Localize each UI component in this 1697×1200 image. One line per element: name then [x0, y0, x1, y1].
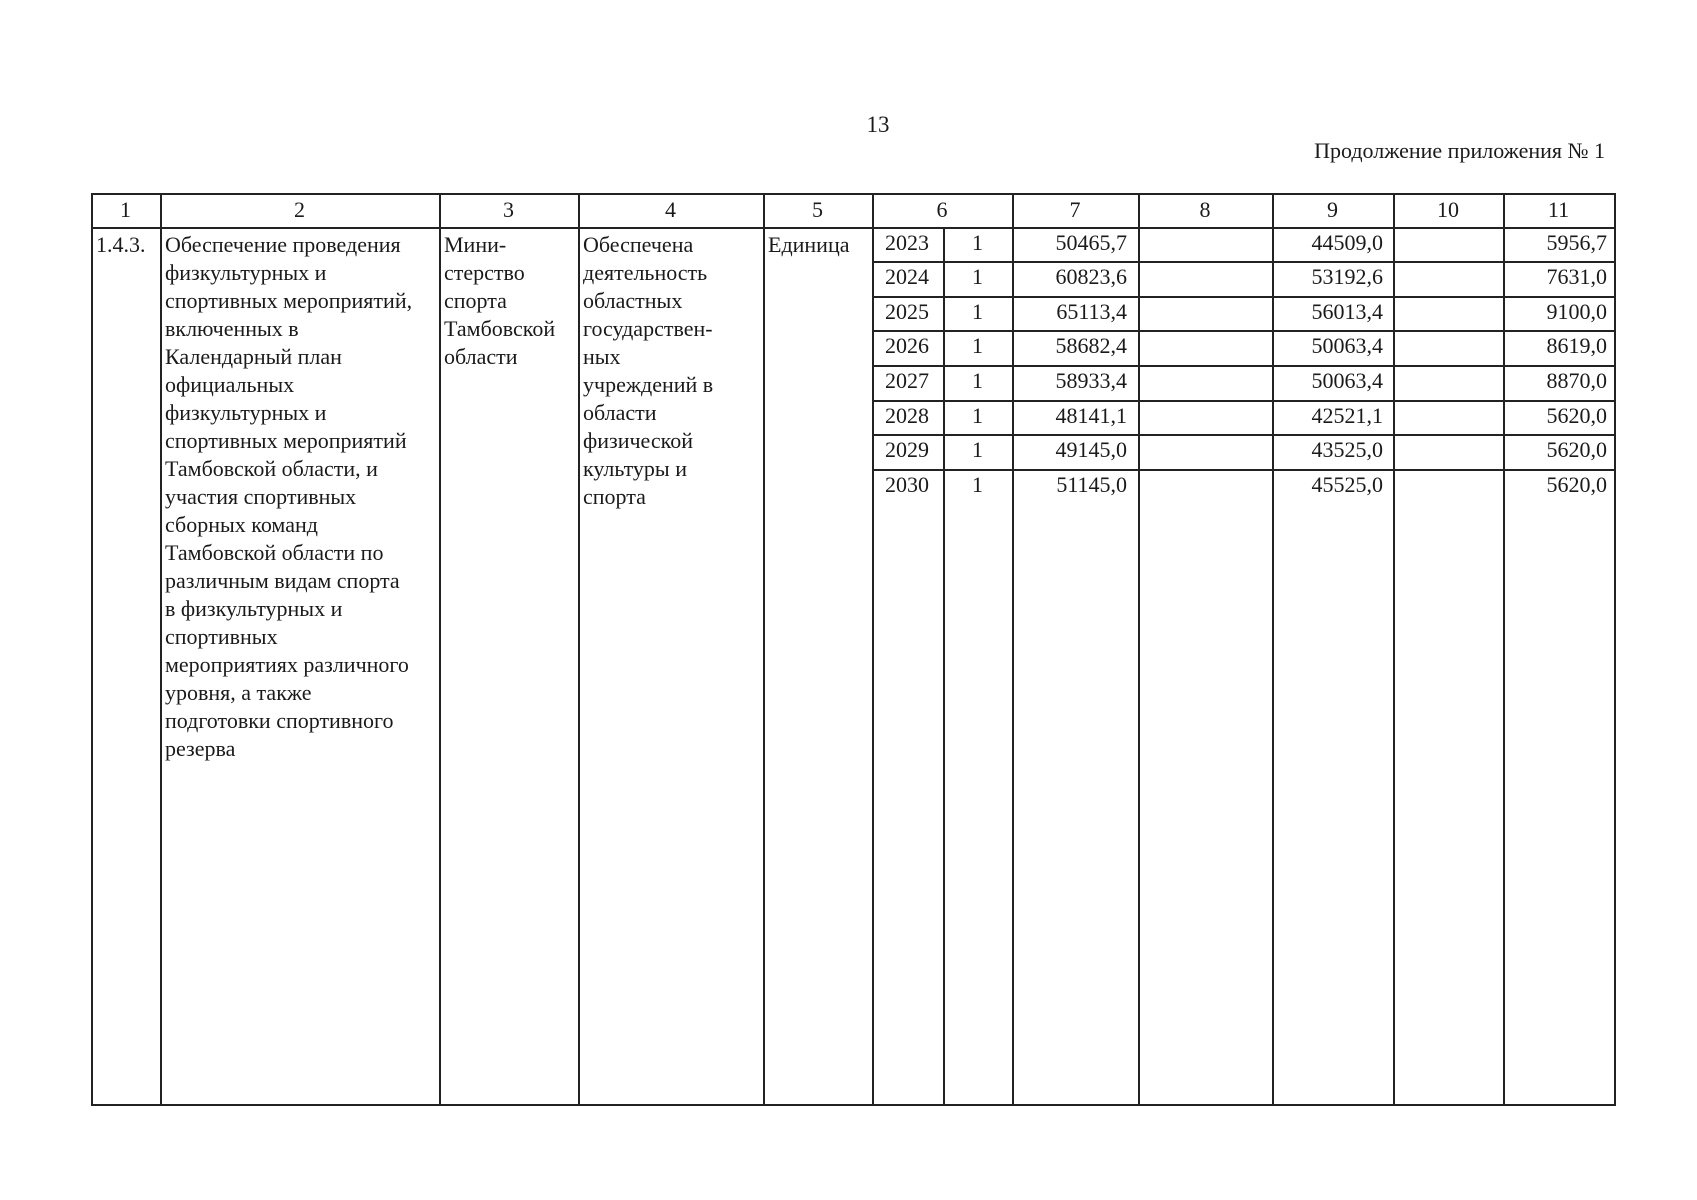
- header-cell: 2: [294, 197, 305, 222]
- col11-cell: 5620,0: [1546, 472, 1607, 497]
- count-cell: 1: [972, 333, 983, 358]
- data-table: [91, 193, 1616, 1106]
- total-cell: 50465,7: [1055, 230, 1127, 255]
- row-executor: Мини- стерство спорта Тамбовской области: [444, 232, 556, 369]
- year-cell: 2024: [885, 264, 929, 289]
- count-cell: 1: [972, 403, 983, 428]
- col11-cell: 5620,0: [1546, 437, 1607, 462]
- total-cell: 51145,0: [1056, 472, 1127, 497]
- column-divider: [91, 193, 93, 1106]
- col9-cell: 44509,0: [1311, 230, 1383, 255]
- header-cell: 6: [936, 197, 948, 222]
- row-result: Обеспечена деятельность областных государствен- ных учреждений в области физической культуры и спорта: [583, 232, 714, 509]
- col11-cell: 7631,0: [1546, 264, 1607, 289]
- header-cell: 10: [1437, 197, 1459, 222]
- header-cell: 5: [812, 197, 823, 222]
- header-cell: 7: [1069, 197, 1081, 222]
- count-cell: 1: [972, 230, 983, 255]
- year-cell: 2027: [885, 368, 929, 393]
- column-divider: [160, 193, 162, 1106]
- year-cell: 2029: [885, 437, 929, 462]
- header-cell: 1: [120, 197, 131, 222]
- row-unit: Единица: [768, 232, 850, 257]
- col9-cell: 50063,4: [1311, 333, 1383, 358]
- column-divider: [578, 193, 580, 1106]
- col9-cell: 56013,4: [1311, 299, 1383, 324]
- column-divider: [439, 193, 441, 1106]
- year-cell: 2028: [885, 403, 929, 428]
- total-cell: 60823,6: [1055, 264, 1127, 289]
- total-cell: 65113,4: [1056, 299, 1127, 324]
- col11-cell: 8870,0: [1546, 368, 1607, 393]
- year-cell: 2023: [885, 230, 929, 255]
- continuation-label: Продолжение приложения № 1: [1314, 138, 1605, 163]
- col11-cell: 9100,0: [1546, 299, 1607, 324]
- header-cell: 11: [1547, 197, 1570, 222]
- year-cell: 2026: [885, 333, 929, 358]
- header-cell: 3: [503, 197, 514, 222]
- column-divider: [763, 193, 765, 1106]
- col9-cell: 45525,0: [1311, 472, 1383, 497]
- count-cell: 1: [972, 437, 983, 462]
- total-cell: 58682,4: [1055, 333, 1127, 358]
- row-code: 1.4.3.: [96, 232, 146, 257]
- row-description: Обеспечение проведения физкультурных и спортивных мероприятий, включенных в Календарный план официальных физкультурных и спортивных мероприятий Тамбовской области, и участия спортивных сборных команд Тамбовской области по различным видам спорта в физкультурных и спортивных мероприятиях различного уровня, а также подготовки спортивного резерва: [165, 232, 413, 761]
- col9-cell: 43525,0: [1311, 437, 1383, 462]
- year-cell: 2030: [885, 472, 929, 497]
- col11-cell: 5620,0: [1546, 403, 1607, 428]
- col9-cell: 53192,6: [1311, 264, 1383, 289]
- table-bottom-border: [91, 1104, 1616, 1106]
- total-cell: 49145,0: [1055, 437, 1127, 462]
- total-cell: 58933,4: [1055, 368, 1127, 393]
- col11-cell: 5956,7: [1546, 230, 1607, 255]
- count-cell: 1: [972, 299, 983, 324]
- header-cell: 8: [1199, 197, 1211, 222]
- header-cell: 9: [1327, 197, 1338, 222]
- count-cell: 1: [972, 472, 983, 497]
- page-number: 13: [866, 112, 890, 137]
- header-cell: 4: [665, 197, 676, 222]
- col9-cell: 42521,1: [1311, 403, 1383, 428]
- count-cell: 1: [972, 368, 983, 393]
- count-cell: 1: [972, 264, 983, 289]
- year-cell: 2025: [885, 299, 929, 324]
- header-bottom-border: [91, 227, 1616, 229]
- col11-cell: 8619,0: [1546, 333, 1607, 358]
- col9-cell: 50063,4: [1311, 368, 1383, 393]
- total-cell: 48141,1: [1055, 403, 1127, 428]
